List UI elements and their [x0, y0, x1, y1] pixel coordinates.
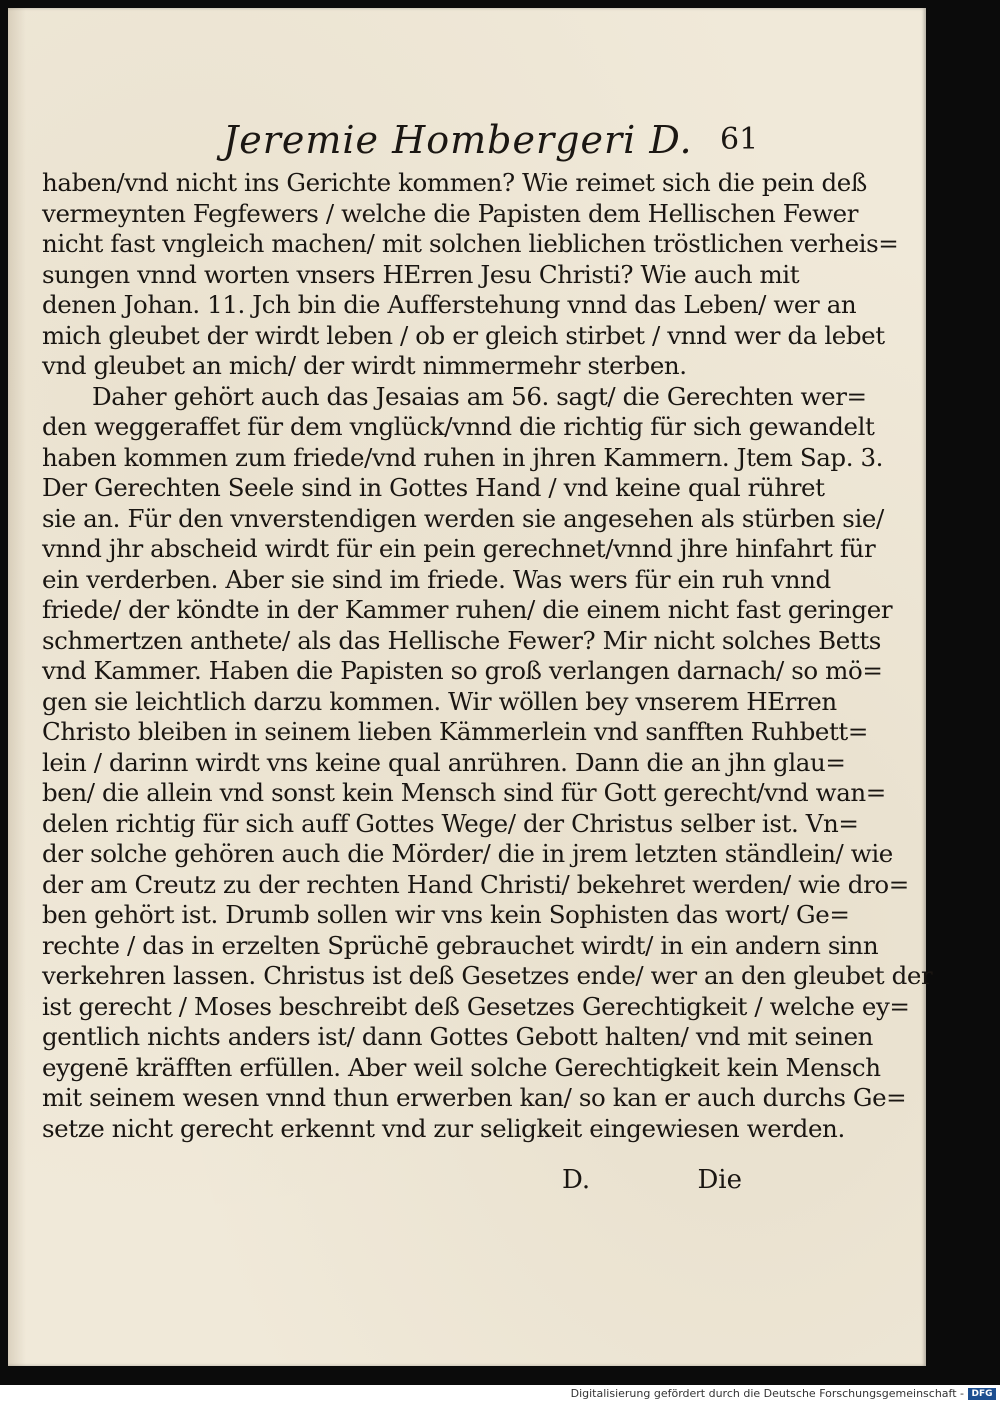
text-line: den weggeraffet für dem vnglück/vnnd die richtig für sich gewandelt — [42, 412, 875, 441]
text-line: delen richtig für sich auff Gottes Wege/ der Christus selber ist. Vn= — [42, 808, 859, 838]
text-line: Christo bleiben in seinem lieben Kämmerlein vnd sanfften Ruhbett= — [42, 717, 868, 746]
text-line: Daher gehört auch das Jesaias am 56. sagt/ die Gerechten wer= — [92, 381, 867, 411]
text-line: schmertzen anthete/ als das Hellische Fewer? Mir nicht solches Betts — [42, 625, 881, 655]
text-line: vnd gleubet an mich/ der wirdt nimmermehr sterben. — [42, 351, 687, 380]
text-line: haben kommen zum friede/vnd ruhen in jhren Kammern. Jtem Sap. 3. — [42, 442, 884, 472]
text-line: vnnd jhr abscheid wirdt für ein pein gerechnet/vnnd jhre hinfahrt für — [42, 534, 876, 563]
text-line: haben/vnd nicht ins Gerichte kommen? Wie reimet sich die pein deß — [42, 168, 867, 197]
text-line: ben gehört ist. Drumb sollen wir vns kein Sophisten das wort/ Ge= — [42, 900, 850, 929]
dfg-logo: DFG — [968, 1388, 996, 1400]
text-line: Der Gerechten Seele sind in Gottes Hand / vnd keine qual rühret — [42, 473, 825, 502]
book-page — [8, 8, 933, 1366]
text-line: lein / darinn wirdt vns keine qual anrühren. Dann die an jhn glau= — [42, 747, 846, 777]
text-line: denen Johan. 11. Jch bin die Aufferstehung vnnd das Leben/ wer an — [42, 290, 857, 319]
text-line: gen sie leichtlich darzu kommen. Wir wöllen bey vnserem HErren — [42, 686, 837, 716]
text-line: ein verderben. Aber sie sind im friede. Was wers für ein ruh vnnd — [42, 564, 831, 594]
text-line: der am Creutz zu der rechten Hand Christi/ bekehret werden/ wie dro= — [42, 869, 909, 899]
text-line: ben/ die allein vnd sonst kein Mensch sind für Gott gerecht/vnd wan= — [42, 778, 886, 807]
page-footer — [42, 1165, 748, 1197]
credit-bar — [0, 1385, 1000, 1404]
text-line: gentlich nichts anders ist/ dann Gottes Gebott halten/ vnd mit seinen — [42, 1022, 874, 1051]
text-line: rechte / das in erzelten Sprüchē gebrauchet wirdt/ in ein andern sinn — [42, 930, 879, 960]
text-line: setze nicht gerecht erkennt vnd zur seligkeit eingewiesen werden. — [42, 1113, 845, 1143]
text-line: ist gerecht / Moses beschreibt deß Gesetzes Gerechtigkeit / welche ey= — [42, 991, 910, 1021]
signature-mark: D. — [562, 1165, 591, 1195]
catchword: Die — [697, 1165, 742, 1195]
text-line: friede/ der köndte in der Kammer ruhen/ die einem nicht fast geringer — [42, 595, 893, 624]
text-line: vnd Kammer. Haben die Papisten so groß verlangen darnach/ so mö= — [42, 656, 883, 685]
text-line: vermeynten Fegfewers / welche die Papisten dem Hellischen Fewer — [42, 198, 859, 228]
running-header: Jeremie Hombergeri D. — [223, 118, 693, 162]
text-line: der solche gehören auch die Mörder/ die in jrem letzten ständlein/ wie — [42, 839, 893, 868]
body-text — [42, 168, 933, 1144]
text-line: eygenē kräfften erfüllen. Aber weil solche Gerechtigkeit kein Mensch — [42, 1052, 881, 1082]
text-line: mit seinem wesen vnnd thun erwerben kan/ so kan er auch durchs Ge= — [42, 1083, 907, 1112]
page-number: 61 — [720, 122, 759, 157]
text-line: nicht fast vngleich machen/ mit solchen lieblichen tröstlichen verheis= — [42, 229, 899, 258]
text-line: sie an. Für den vnverstendigen werden sie angesehen als stürben sie/ — [42, 503, 884, 533]
funding-credit: Digitalisierung gefördert durch die Deutsche Forschungsgemeinschaft - — [570, 1387, 964, 1400]
text-line: sungen vnnd worten vnsers HErren Jesu Christi? Wie auch mit — [42, 259, 800, 289]
text-line: mich gleubet der wirdt leben / ob er gleich stirbet / vnnd wer da lebet — [42, 320, 885, 350]
text-line: verkehren lassen. Christus ist deß Gesetzes ende/ wer an den gleubet der — [42, 961, 933, 990]
